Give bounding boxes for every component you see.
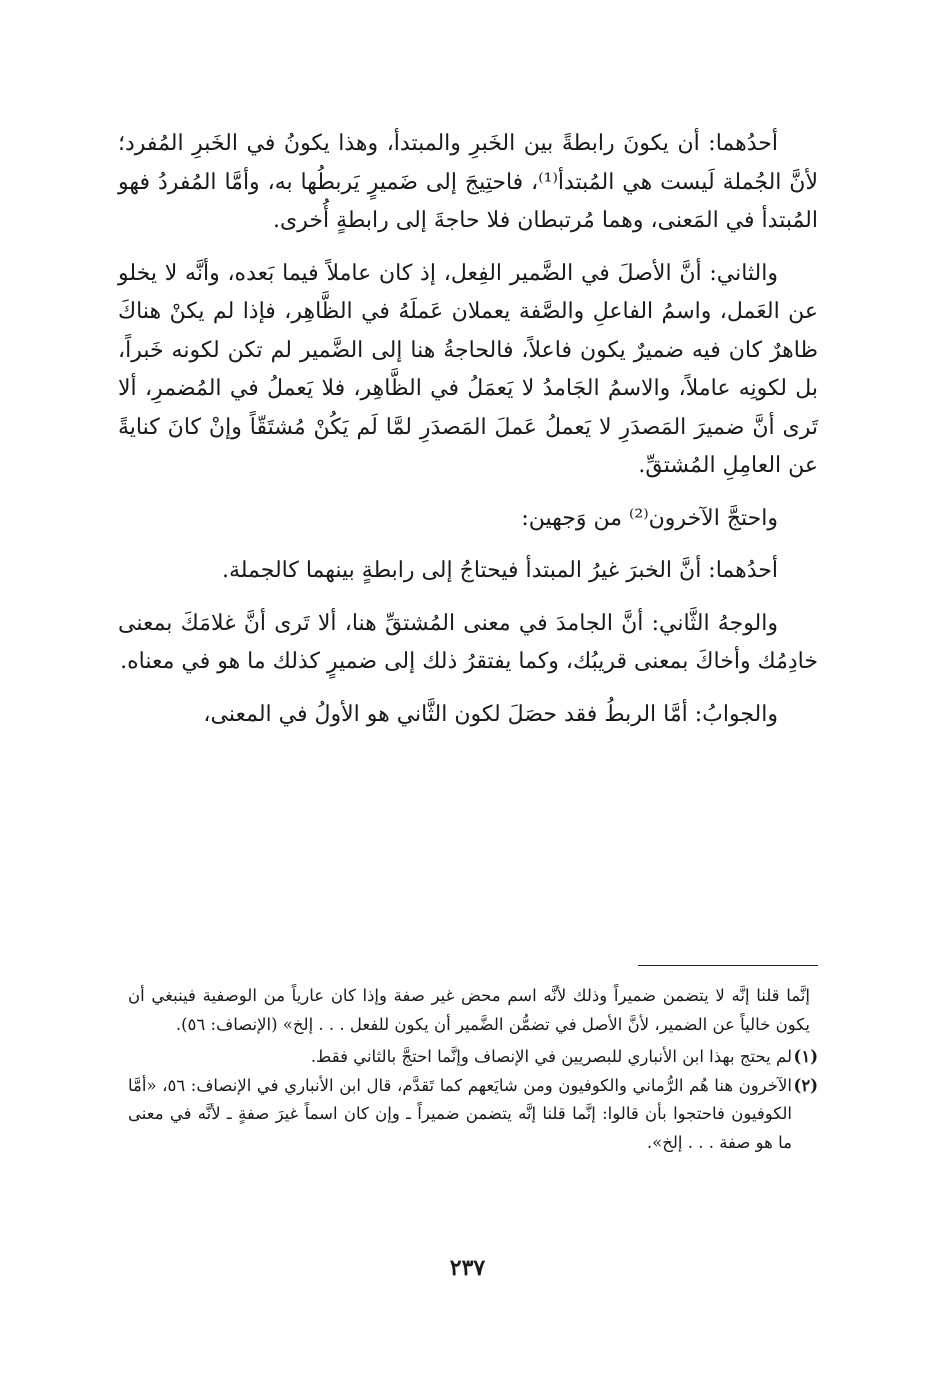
footnote-2-text: الآخرون هنا هُم الرُّماني والكوفيون ومن شايَعهم كما تَقدَّم، قال ابن الأنباري في الإنصاف: ٥٦، «أمَّا الكوفيون فاحتجوا بأن قالوا: إنَّما قلنا إنَّه يتضمن ضميراً ـ وإن كان اسماً غيرَ صفةٍ ـ لأنَّه في معنى ما هو صفة . . . إلخ». bbox=[128, 1075, 792, 1152]
footnote-2 bbox=[128, 1072, 818, 1158]
paragraph-others-second: والوجهُ الثَّاني: أنَّ الجامدَ في معنى المُشتقِّ هنا، ألا تَرى أنَّ غلامَكَ بمعنى خادِمُك وأخاكَ بمعنى قريبُك، وكما يفتقرُ ذلك إلى ضميرٍ كذلك ما هو في معناه. bbox=[118, 610, 818, 674]
footnote-1-number: (١) bbox=[793, 1047, 818, 1066]
footnote-1-text: لم يحتج بهذا ابن الأنباري للبصريين في الإنصاف وإنَّما احتجَّ بالثاني فقط. bbox=[310, 1047, 792, 1066]
footnote-1 bbox=[128, 1043, 818, 1072]
paragraph-second-reason: والثاني: أنَّ الأصلَ في الضَّمير الفِعل، إذ كان عاملاً فيما بَعده، وأنَّه لا يخلو عن العَمل، واسمُ الفاعلِ والصَّفة يعملان عَملَهُ في الظَّاهِر، فإذا لم يكنْ هناكَ ظاهرٌ كان فيه ضميرٌ يكون فاعلاً، فالحاجةُ هنا إلى الضَّمير لم تكن لكونه خَبراً، بل لكونِه عاملاً، والاسمُ الجَامدُ لا يَعمَلُ في الظَّاهِر، فلا يَعملُ في المُضمرِ، ألا تَرى أنَّ ضميرَ المَصدَرِ لا يَعملُ عَملَ المَصدَرِ لمَّا لَم يَكُنْ مُشتَقّاً وإنْ كانَ كنايةً عن العامِلِ المُشتقِّ. bbox=[118, 260, 818, 478]
paragraph-others-argued: واحتجَّ الآخرون⁽²⁾ من وَجهين: bbox=[521, 505, 778, 531]
page-number: ٢٣٧ bbox=[449, 1255, 486, 1281]
main-text bbox=[118, 125, 818, 748]
footnote-2-number: (٢) bbox=[793, 1075, 818, 1095]
paragraph-answer: والجوابُ: أمَّا الربطُ فقد حصَلَ لكون الثَّاني هو الأولُ في المعنى، bbox=[203, 701, 778, 727]
paragraph-others-first: أحدُهما: أنَّ الخبرَ غيرُ المبتدأ فيحتاجُ إلى رابطةٍ بينهما كالجملة. bbox=[221, 558, 778, 583]
paragraph-first-reason: أحدُهما: أن يكونَ رابطةً بين الخَبرِ والمبتدأ، وهذا يكونُ في الخَبرِ المُفرد؛ لأنَّ الجُملة لَيست هي المُبتدأ⁽¹⁾، فاحتِيجَ إلى ضَميرٍ يَربطُها به، وأمَّا المُفردُ فهو المُبتدأ في المَعنى، وهما مُرتبطان فلا حاجةَ إلى رابطةٍ أُخرى. bbox=[118, 131, 819, 233]
footnote-continuation: إنَّما قلنا إنَّه لا يتضمن ضميراً وذلك لأنَّه اسم محض غير صفة وإذا كان عارياً من الوصفية فينبغي أن يكون خالياً عن الضمير، لأنَّ الأصل في تضمُّن الضَّمير أن يكون للفعل . . . إلخ» (الإنصاف: ٥٦). bbox=[128, 986, 810, 1034]
footnote-separator bbox=[638, 965, 818, 966]
footnotes bbox=[128, 982, 818, 1157]
